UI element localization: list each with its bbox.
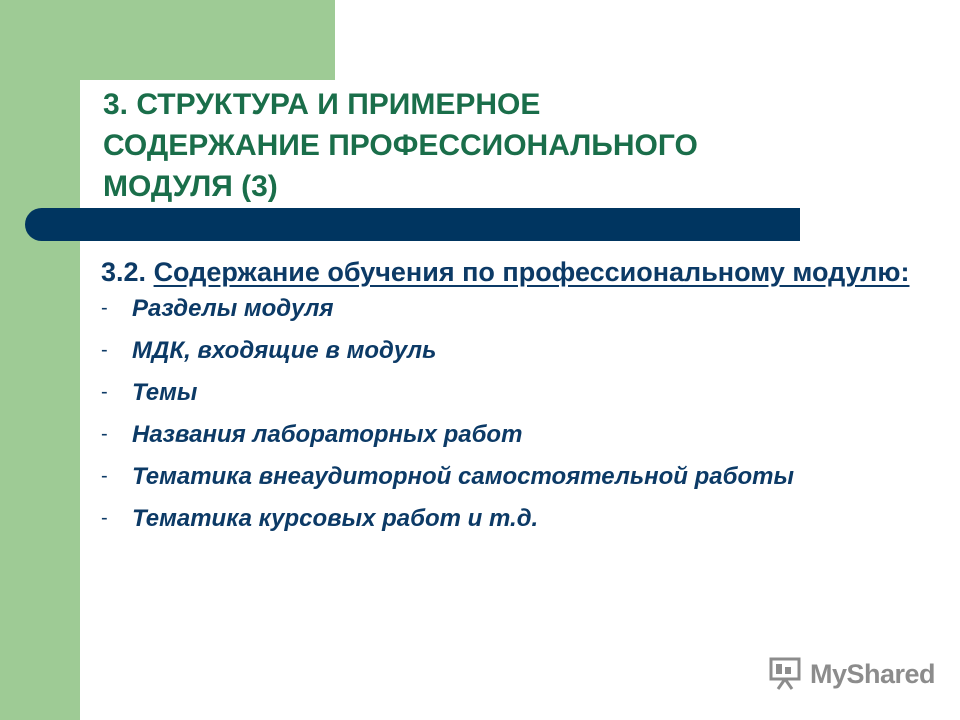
title-underline-bar: [25, 208, 800, 241]
list-item-text: Названия лабораторных работ: [132, 421, 523, 448]
dash-bullet: -: [101, 339, 108, 361]
list-item: [101, 295, 921, 322]
green-accent-block: [80, 0, 335, 80]
myshared-watermark: [768, 656, 935, 692]
list-item-text: Темы: [132, 379, 198, 406]
dash-bullet: -: [101, 381, 108, 403]
bullet-list: [101, 295, 921, 532]
presentation-board-icon: [768, 657, 804, 691]
list-item: [101, 379, 921, 406]
list-item: [101, 421, 921, 448]
slide-title: 3. СТРУКТУРА И ПРИМЕРНОЕ СОДЕРЖАНИЕ ПРОФЕССИОНАЛЬНОГО МОДУЛЯ (3): [103, 88, 698, 203]
list-item-text: Тематика внеаудиторной самостоятельной работы: [132, 463, 794, 490]
list-item: [101, 505, 921, 532]
list-item: [101, 463, 921, 490]
list-item-text: Тематика курсовых работ и т.д.: [132, 505, 539, 532]
list-item-text: Разделы модуля: [132, 295, 334, 322]
list-item-text: МДК, входящие в модуль: [132, 337, 437, 364]
dash-bullet: -: [101, 297, 108, 319]
slide-content: [101, 255, 921, 547]
subheading-text: Содержание обучения по профессиональному модулю:: [153, 257, 910, 287]
green-accent-strip: [0, 0, 80, 720]
subheading: [101, 255, 921, 289]
subheading-number: 3.2.: [101, 257, 147, 287]
dash-bullet: -: [101, 507, 108, 529]
dash-bullet: -: [101, 465, 108, 487]
list-item: [101, 337, 921, 364]
watermark-text: MyShared: [810, 658, 936, 689]
dash-bullet: -: [101, 423, 108, 445]
